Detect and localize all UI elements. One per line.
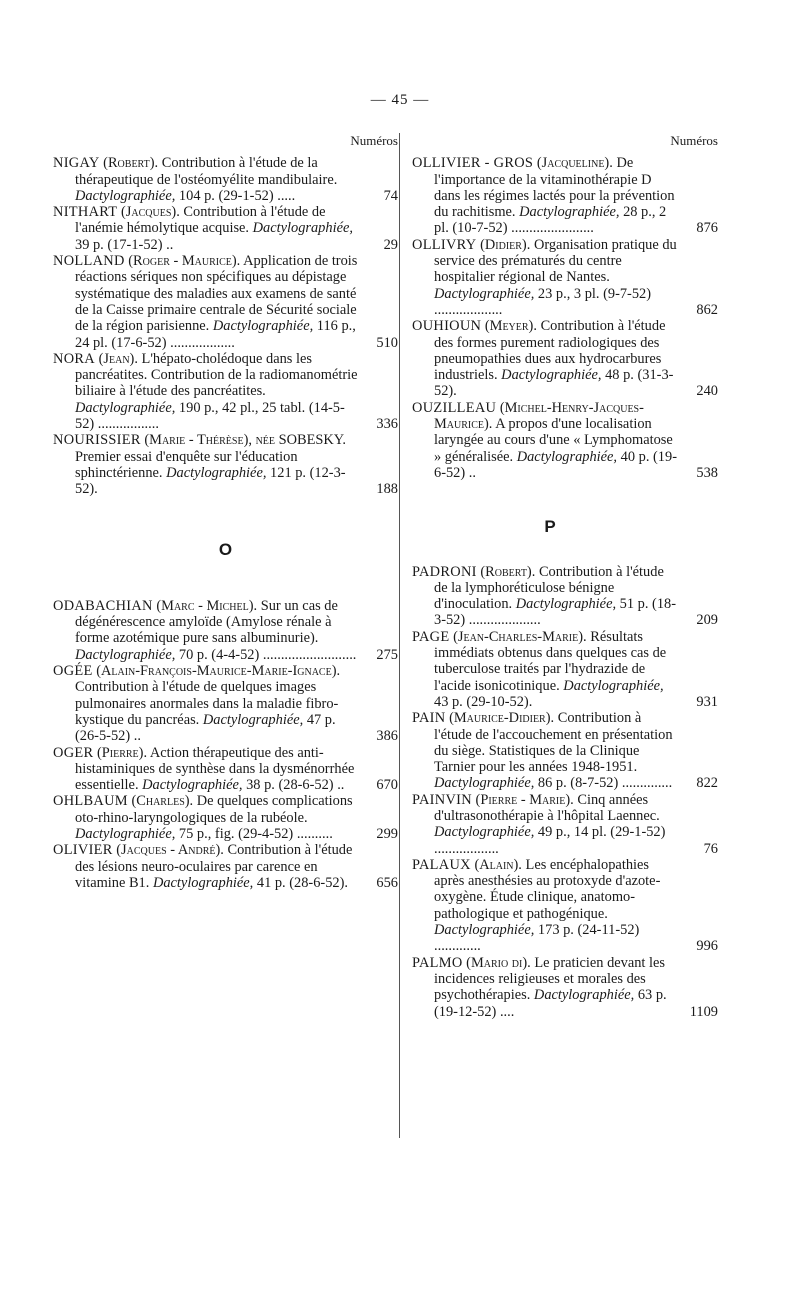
author-name: OHLBAUM bbox=[53, 793, 128, 810]
thesis-entry bbox=[412, 400, 718, 481]
author-given-names: (Robert). bbox=[103, 155, 159, 172]
entry-number: 275 bbox=[376, 646, 398, 663]
publication-type: Dactylographiée, bbox=[434, 824, 535, 841]
author-given-names: (Mario di). bbox=[466, 954, 531, 971]
entry-title: De l'importance de la vitaminothérapie D dans les régimes lactés pour la prévention du rachitisme. bbox=[434, 155, 675, 221]
entry-number: 299 bbox=[376, 825, 398, 842]
author-name: NITHART bbox=[53, 204, 118, 221]
entry-details: 75 p., fig. (29-4-52) .......... bbox=[178, 825, 333, 842]
entry-title: Application de trois réactions sériques non spécifiques au dépistage systématique des maladies aux examens de santé de la Caisse primaire centrale de Sécurité sociale de la région parisienne. bbox=[75, 253, 358, 335]
entry-details: 121 p. (12-3-52). bbox=[75, 464, 346, 498]
entry-body bbox=[53, 842, 358, 891]
thesis-entry bbox=[53, 793, 398, 842]
author-name: PAINVIN bbox=[412, 791, 472, 808]
entry-body bbox=[53, 253, 358, 351]
section-letter: P bbox=[544, 517, 556, 537]
entry-body bbox=[412, 955, 678, 1020]
entry-details: 104 p. (29-1-52) ..... bbox=[178, 187, 296, 204]
author-given-names: (Roger - Maurice). bbox=[128, 253, 241, 270]
entry-body bbox=[412, 857, 678, 955]
entry-title: Cinq années d'ultrasonothérapie à l'hôpital Laennec. bbox=[434, 791, 660, 824]
entry-title: Sur un cas de dégénérescence amyloïde (Amylose rénale à forme azotémique pure sans albuminurie). bbox=[75, 597, 338, 647]
publication-type: Dactylographiée, bbox=[434, 922, 535, 939]
publication-type: Dactylographiée, bbox=[515, 596, 617, 613]
entry-details: 173 p. (24-11-52) ............. bbox=[434, 922, 640, 955]
entry-details: 43 p. (29-10-52). bbox=[434, 693, 533, 710]
author-given-names: (Michel-Henry-Jacques-Maurice). bbox=[434, 399, 644, 433]
publication-type: Dactylographiée, bbox=[434, 775, 535, 792]
entry-details: 116 p., 24 pl. (17-6-52) .................. bbox=[75, 318, 356, 351]
entry-number: 336 bbox=[376, 416, 398, 433]
entry-body bbox=[412, 155, 678, 236]
entry-number: 538 bbox=[696, 464, 718, 481]
author-name: PALAUX bbox=[412, 856, 471, 873]
entry-details: 70 p. (4-4-52) .......................... bbox=[178, 646, 357, 663]
entry-body bbox=[53, 745, 358, 794]
entry-title: L'hépato-cholédoque dans les pancréatites. Contribution de la radiomanométrie biliaire à l'étude des pancréatites. bbox=[75, 350, 358, 400]
thesis-entry bbox=[412, 155, 718, 236]
publication-type: Dactylographiée, bbox=[519, 204, 620, 221]
publication-type: Dactylographiée, bbox=[166, 464, 267, 481]
publication-type: Dactylographiée, bbox=[501, 367, 602, 384]
author-name: OGÉE bbox=[53, 663, 93, 680]
publication-type: Dactylographiée, bbox=[75, 825, 176, 842]
author-name: OGER bbox=[53, 744, 94, 761]
entry-body bbox=[412, 792, 678, 857]
entry-title: De quelques complications oto-rhino-laryngologiques de la rubéole. bbox=[75, 793, 353, 826]
entry-number: 74 bbox=[383, 187, 398, 204]
entry-title: Contribution à l'étude des lésions neuro-oculaires par carence en vitamine B1. bbox=[75, 842, 353, 891]
author-name: NOURISSIER bbox=[53, 432, 141, 449]
author-given-names: (Meyer). bbox=[484, 318, 537, 335]
entry-number: 862 bbox=[696, 301, 718, 318]
thesis-entry bbox=[53, 598, 398, 663]
author-given-names: (Didier). bbox=[480, 236, 531, 253]
entry-body bbox=[53, 155, 358, 204]
author-name: OUZILLEAU bbox=[412, 399, 497, 416]
entry-number: 822 bbox=[696, 775, 718, 792]
entry-body bbox=[412, 629, 678, 710]
author-given-names: (Maurice-Didier). bbox=[449, 710, 555, 727]
entry-details: 28 p., 2 pl. (10-7-52) ....................... bbox=[434, 204, 667, 237]
entry-details: 41 p. (28-6-52). bbox=[256, 874, 348, 891]
entry-number: 876 bbox=[696, 220, 718, 237]
publication-type: Dactylographiée, bbox=[533, 987, 635, 1004]
author-given-names: (Marc - Michel). bbox=[156, 597, 258, 614]
entry-body bbox=[412, 400, 678, 481]
author-name: OLLIVRY bbox=[412, 236, 477, 253]
entry-title: Le praticien devant les incidences religieuses et morales des psychothérapies. bbox=[434, 954, 666, 1004]
entry-number: 510 bbox=[376, 334, 398, 351]
author-given-names: (Pierre). bbox=[96, 744, 148, 761]
right-column bbox=[412, 133, 718, 1020]
entry-number: 188 bbox=[376, 481, 398, 498]
publication-type: Dactylographiée, bbox=[152, 874, 254, 891]
thesis-entry bbox=[412, 955, 718, 1020]
entry-title: Contribution à l'étude de la thérapeutique de l'ostéomyélite mandibulaire. bbox=[75, 155, 338, 188]
publication-type: Dactylographiée, bbox=[212, 318, 314, 335]
numeros-header: Numéros bbox=[670, 133, 718, 148]
thesis-entry bbox=[53, 351, 398, 432]
entry-number: 996 bbox=[696, 938, 718, 955]
author-name: NORA bbox=[53, 350, 95, 367]
author-name: PAIN bbox=[412, 710, 446, 727]
thesis-entry bbox=[412, 237, 718, 318]
entry-number: 656 bbox=[376, 874, 398, 891]
author-given-names: (Jacques - André). bbox=[116, 842, 224, 859]
author-name: NOLLAND bbox=[53, 253, 125, 270]
thesis-entry bbox=[412, 857, 718, 955]
publication-type: Dactylographiée, bbox=[75, 399, 176, 416]
entry-title: Organisation pratique du service des prématurés du centre hospitalier régional de Nantes. bbox=[434, 236, 677, 286]
thesis-entry bbox=[53, 204, 398, 253]
numeros-header: Numéros bbox=[350, 133, 398, 148]
entry-title: Action thérapeutique des anti-histaminiques de synthèse dans la dysménorrhée essentielle. bbox=[75, 744, 355, 794]
author-given-names: (Charles). bbox=[131, 793, 194, 810]
entry-number: 1109 bbox=[689, 1003, 718, 1020]
entry-number: 240 bbox=[696, 383, 718, 400]
entry-details: 86 p. (8-7-52) .............. bbox=[537, 775, 673, 792]
author-given-names: (Alain). bbox=[474, 856, 522, 873]
thesis-entry bbox=[412, 629, 718, 710]
entry-number: 931 bbox=[696, 693, 718, 710]
entry-details: 190 p., 42 pl., 25 tabl. (14-5-52) ................. bbox=[75, 399, 345, 433]
entry-number: 29 bbox=[383, 236, 398, 253]
author-name: ODABACHIAN bbox=[53, 597, 153, 614]
entry-details: 23 p., 3 pl. (9-7-52) ................... bbox=[434, 285, 652, 318]
entry-title: Contribution à l'étude de l'anémie hémolytique acquise. bbox=[75, 204, 326, 237]
thesis-entry bbox=[53, 842, 398, 891]
publication-type: Dactylographiée, bbox=[516, 448, 618, 465]
entry-body bbox=[53, 793, 358, 842]
author-name: OLLIVIER - GROS bbox=[412, 155, 534, 172]
publication-type: Dactylographiée, bbox=[75, 187, 176, 204]
publication-type: Dactylographiée, bbox=[563, 677, 664, 694]
publication-type: Dactylographiée, bbox=[202, 711, 304, 728]
entry-title: Contribution à l'étude des formes purement radiologiques des pneumopathies dues aux hydrocarbures industriels. bbox=[434, 318, 666, 384]
thesis-entry bbox=[412, 710, 718, 791]
author-given-names: (Alain-François-Maurice-Marie-Ignace). bbox=[96, 663, 341, 680]
author-name: OLIVIER bbox=[53, 842, 113, 859]
entry-details: 48 p. (31-3-52). bbox=[434, 367, 674, 400]
entry-details: 38 p. (28-6-52) .. bbox=[246, 777, 345, 794]
author-name: PALMO bbox=[412, 954, 463, 971]
thesis-entry bbox=[412, 318, 718, 399]
publication-type: Dactylographiée, bbox=[142, 777, 243, 794]
entry-details: 63 p. (19-12-52) .... bbox=[434, 987, 667, 1020]
entry-details: 39 p. (17-1-52) .. bbox=[75, 236, 174, 253]
publication-type: Dactylographiée, bbox=[75, 646, 176, 663]
entry-title: Premier essai d'enquête sur l'éducation sphinctérienne. bbox=[75, 448, 298, 481]
author-name: PADRONI bbox=[412, 563, 477, 580]
thesis-entry bbox=[53, 155, 398, 204]
author-name: OUHIOUN bbox=[412, 318, 482, 335]
entry-number: 670 bbox=[376, 777, 398, 794]
entry-body bbox=[412, 564, 678, 629]
thesis-entry bbox=[53, 745, 398, 794]
entry-title: Résultats immédiats obtenus dans quelques cas de tuberculose traités par l'hydrazide de l'acide isonicotinique. bbox=[434, 628, 667, 694]
entry-title: A propos d'une localisation laryngée au cours d'une « Lymphomatose » généralisée. bbox=[434, 416, 673, 465]
entry-body bbox=[53, 351, 358, 432]
author-given-names: (Robert). bbox=[480, 563, 536, 580]
entry-details: 49 p., 14 pl. (29-1-52) .................. bbox=[434, 824, 666, 857]
thesis-entry bbox=[53, 432, 398, 497]
entry-number: 386 bbox=[376, 728, 398, 745]
thesis-entry bbox=[53, 663, 398, 744]
left-column bbox=[53, 133, 398, 891]
entry-title: Contribution à l'étude de la lymphoréticulose bénigne d'inoculation. bbox=[434, 563, 664, 613]
publication-type: Dactylographiée, bbox=[434, 285, 535, 302]
entry-number: 76 bbox=[703, 840, 718, 857]
section-letter: O bbox=[218, 539, 233, 559]
thesis-entry bbox=[53, 253, 398, 351]
author-given-names: (Pierre - Marie). bbox=[475, 791, 574, 808]
entry-title: Contribution à l'étude de l'accouchement en présentation du siège. Statistiques de la Clinique Tarnier pour les années 1948-1951. bbox=[434, 710, 673, 776]
author-given-names: (Jacques). bbox=[121, 204, 180, 221]
entry-details: 51 p. (18-3-52) .................... bbox=[434, 596, 677, 629]
publication-type: Dactylographiée, bbox=[252, 220, 353, 237]
author-given-names: (Jean-Charles-Marie). bbox=[453, 628, 587, 645]
entry-title: Contribution à l'étude de quelques images pulmonaires anormales dans la maladie fibro-kystique du pancréas. bbox=[75, 679, 339, 728]
entry-body bbox=[412, 710, 678, 791]
entry-body bbox=[412, 318, 678, 399]
entry-body bbox=[53, 204, 358, 253]
author-name: NIGAY bbox=[53, 155, 100, 172]
author-name: PAGE bbox=[412, 628, 450, 645]
thesis-entry bbox=[412, 564, 718, 629]
entry-body bbox=[53, 663, 358, 744]
author-given-names: (Jacqueline). bbox=[536, 155, 613, 172]
thesis-entry bbox=[412, 792, 718, 857]
entry-body bbox=[412, 237, 678, 318]
entry-number: 209 bbox=[696, 612, 718, 629]
author-given-names: (Jean). bbox=[98, 350, 138, 367]
entry-details: 40 p. (19-6-52) .. bbox=[434, 448, 677, 481]
author-given-names: (Marie - Thérèse), née SOBESKY. bbox=[144, 432, 346, 449]
entry-title: Les encéphalopathies après anesthésies au protoxyde d'azote-oxygène. Étude clinique, anatomo-pathologique et pathogénique. bbox=[434, 856, 661, 922]
entry-details: 47 p. (26-5-52) .. bbox=[75, 711, 336, 745]
column-divider bbox=[399, 133, 400, 1138]
entry-body bbox=[53, 432, 358, 497]
entry-body bbox=[53, 598, 358, 663]
page-number: — 45 — bbox=[370, 92, 430, 108]
